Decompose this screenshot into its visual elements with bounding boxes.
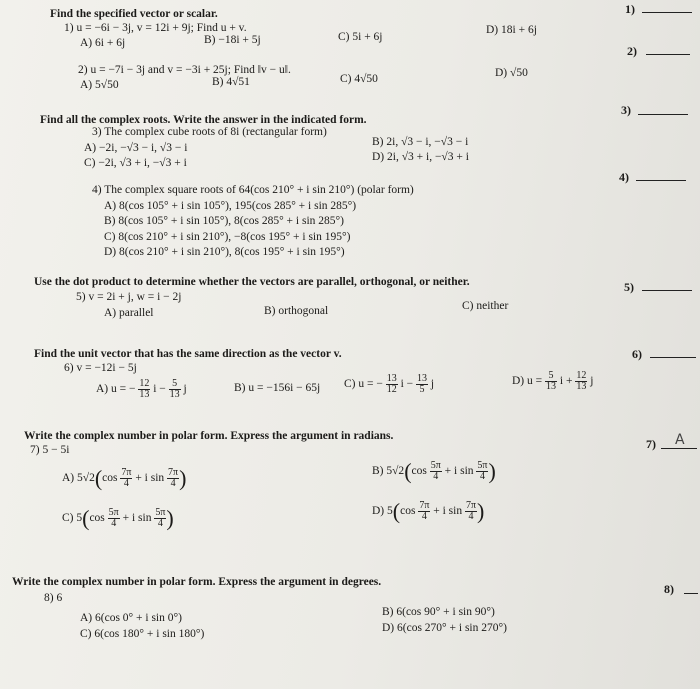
q7b-fraction-cos [430, 461, 442, 482]
q7c-close-paren: ) [166, 505, 174, 531]
q6a-prefix: A) u = − [96, 383, 136, 395]
question-1-stem: 1) u = −6i − 3j, v = 12i + 9j; Find u + v. [64, 22, 247, 34]
section-heading-vectors: Find the specified vector or scalar. [50, 8, 218, 20]
answer-number-4: 4) [619, 170, 629, 184]
question-3-stem: 3) The complex cube roots of 8i (rectangular form) [92, 126, 327, 138]
answer-number-1: 1) [625, 2, 635, 16]
answer-blank-4[interactable] [636, 180, 686, 181]
q7a-fraction-cos [120, 468, 132, 489]
q7c-fraction-cos [108, 508, 120, 529]
q6a-mid: i − [153, 383, 166, 395]
q7b-isin: + i sin [444, 465, 474, 477]
answer-number-6: 6) [632, 347, 642, 361]
q7d-cos: cos [400, 505, 416, 517]
q7c-isin: + i sin [122, 512, 152, 524]
q7d-fraction-cos [418, 501, 430, 522]
question-4-choice-c[interactable]: C) 8(cos 210° + i sin 210°), −8(cos 195° + i sin 195°) [104, 231, 351, 243]
question-8-choice-c[interactable]: C) 6(cos 180° + i sin 180°) [80, 628, 205, 640]
q7a-isin: + i sin [135, 472, 165, 484]
q6c-num-2: 13 [417, 372, 428, 384]
q7b-fraction-sin [476, 461, 488, 482]
question-2-choice-c[interactable]: C) 4√50 [340, 73, 378, 85]
q6a-suffix: j [183, 383, 187, 395]
q7d-num-cos: 7π [419, 499, 430, 511]
q7a-den-sin: 4 [170, 477, 176, 489]
q7b-num-cos: 5π [430, 459, 441, 471]
answer-number-8: 8) [664, 582, 674, 596]
question-8-choice-a[interactable]: A) 6(cos 0° + i sin 0°) [80, 612, 182, 624]
q6c-den-2: 5 [419, 383, 425, 395]
q7a-num-sin: 7π [168, 466, 179, 478]
q6d-num-1: 5 [545, 371, 557, 382]
question-5-choice-a[interactable]: A) parallel [104, 307, 154, 319]
question-1-choice-a[interactable]: A) 6i + 6j [80, 37, 126, 49]
answer-blank-1[interactable] [642, 12, 692, 13]
q7c-open-paren: ( [82, 505, 90, 531]
answer-blank-7[interactable] [661, 448, 697, 449]
q7b-open-paren: ( [404, 458, 412, 484]
q7a-num-cos: 7π [121, 466, 132, 478]
q6c-fraction-2 [416, 374, 428, 395]
question-8-choice-d[interactable]: D) 6(cos 270° + i sin 270°) [382, 622, 507, 634]
q6a-num-2: 5 [169, 379, 181, 390]
question-6-choice-d[interactable] [512, 369, 593, 393]
question-5-choice-b[interactable]: B) orthogonal [264, 305, 329, 317]
question-2-choice-b[interactable]: B) 4√51 [212, 76, 250, 88]
section-heading-complex-roots: Find all the complex roots. Write the answer in the indicated form. [40, 114, 367, 126]
q7a-prefix: A) 5√2 [62, 472, 95, 484]
answer-blank-8[interactable] [684, 593, 698, 594]
q7c-num-cos: 5π [108, 506, 119, 518]
question-8-choice-b[interactable]: B) 6(cos 90° + i sin 90°) [382, 606, 495, 618]
q6d-fraction-2 [575, 371, 587, 392]
question-3-choice-d[interactable]: D) 2i, √3 + i, −√3 + i [372, 151, 469, 163]
question-3-choice-c[interactable]: C) −2i, √3 + i, −√3 + i [84, 157, 187, 169]
question-8-stem: 8) 6 [44, 592, 63, 604]
answer-blank-6[interactable] [650, 357, 696, 358]
q7d-den-cos: 4 [421, 510, 427, 522]
question-6-choice-b[interactable]: B) u = −156i − 65j [234, 382, 321, 394]
question-4-stem: 4) The complex square roots of 64(cos 210° + i sin 210°) (polar form) [92, 184, 414, 196]
q7c-num-sin: 5π [155, 506, 166, 518]
answer-blank-2[interactable] [646, 54, 690, 55]
q6d-suffix: j [590, 375, 594, 387]
question-7-choice-d[interactable] [372, 496, 484, 526]
q6c-num-1: 13 [386, 372, 397, 384]
q7b-prefix: B) 5√2 [372, 465, 405, 477]
question-2-choice-d[interactable]: D) √50 [495, 67, 528, 79]
q7b-cos: cos [411, 465, 427, 477]
q6d-num-2: 12 [576, 369, 587, 381]
question-1-choice-d[interactable]: D) 18i + 6j [486, 24, 537, 36]
question-4-choice-b[interactable]: B) 8(cos 105° + i sin 105°), 8(cos 285° + i sin 285°) [104, 215, 344, 227]
q7c-fraction-sin [154, 508, 166, 529]
q7c-prefix: C) 5 [62, 512, 83, 524]
q7b-den-cos: 4 [433, 470, 439, 482]
answer-number-5: 5) [624, 280, 634, 294]
question-7-choice-c[interactable] [62, 503, 174, 533]
q7b-num-sin: 5π [477, 459, 488, 471]
question-6-choice-c[interactable] [344, 372, 434, 396]
question-3-choice-a[interactable]: A) −2i, −√3 − i, √3 − i [84, 142, 188, 154]
answer-number-2: 2) [627, 44, 637, 58]
q6c-mid: i − [400, 378, 414, 390]
q6c-fraction-1 [386, 374, 398, 395]
question-2-choice-a[interactable]: A) 5√50 [80, 79, 119, 91]
section-heading-polar-radians: Write the complex number in polar form. Express the argument in radians. [24, 430, 394, 442]
q7a-den-cos: 4 [123, 477, 129, 489]
q6a-num-1: 12 [139, 377, 150, 389]
question-1-choice-c[interactable]: C) 5i + 6j [338, 31, 383, 43]
q7d-prefix: D) 5 [372, 505, 393, 517]
q6a-fraction-2 [169, 379, 181, 400]
handwritten-answer-7: A [675, 432, 685, 448]
q7d-den-sin: 4 [468, 510, 474, 522]
q6d-mid: i + [559, 375, 573, 387]
question-3-choice-b[interactable]: B) 2i, √3 − i, −√3 − i [372, 136, 469, 148]
q7d-open-paren: ( [392, 498, 401, 524]
q6c-suffix: j [430, 378, 435, 390]
q7a-open-paren: ( [94, 465, 103, 491]
question-1-choice-b[interactable]: B) −18i + 5j [204, 34, 261, 46]
q7b-close-paren: ) [488, 458, 496, 484]
q6d-prefix: D) u = [512, 375, 543, 387]
question-4-choice-d[interactable]: D) 8(cos 210° + i sin 210°), 8(cos 195° + i sin 195°) [104, 246, 345, 258]
q7c-cos: cos [89, 512, 105, 524]
question-7-stem: 7) 5 − 5i [30, 444, 70, 456]
q7d-close-paren: ) [477, 498, 485, 524]
answer-number-7: 7) [646, 437, 656, 451]
q7a-close-paren: ) [179, 465, 187, 491]
question-6-stem: 6) v = −12i − 5j [64, 362, 137, 374]
q7d-isin: + i sin [433, 505, 463, 517]
question-2-stem: 2) u = −7i − 3j and v = −3i + 25j; Find ‖v − u‖. [78, 64, 291, 76]
q6c-prefix: C) u = − [344, 378, 383, 390]
question-4-choice-a[interactable]: A) 8(cos 105° + i sin 105°), 195(cos 285° + i sin 285°) [104, 200, 357, 212]
q7b-den-sin: 4 [479, 470, 485, 482]
question-5-choice-c[interactable]: C) neither [462, 300, 509, 312]
q7d-num-sin: 7π [465, 499, 477, 511]
q7a-fraction-sin [167, 468, 179, 489]
q6a-fraction-1 [138, 379, 150, 400]
q6c-den-1: 12 [386, 383, 397, 395]
q6a-den-2: 13 [169, 388, 180, 400]
q7c-den-cos: 4 [111, 517, 117, 529]
q7d-fraction-sin [465, 501, 477, 522]
q7c-den-sin: 4 [157, 517, 163, 529]
question-6-choice-a[interactable] [96, 377, 187, 401]
q7a-cos: cos [102, 472, 118, 484]
section-heading-dot-product: Use the dot product to determine whether the vectors are parallel, orthogonal, or neither. [34, 276, 470, 288]
q6d-den-1: 13 [546, 380, 556, 392]
section-heading-polar-degrees: Write the complex number in polar form. Express the argument in degrees. [12, 576, 382, 588]
q6a-den-1: 13 [139, 388, 150, 400]
q6d-den-2: 13 [576, 380, 587, 392]
question-7-choice-b[interactable] [372, 456, 496, 486]
question-7-choice-a[interactable] [62, 463, 186, 493]
answer-number-3: 3) [621, 103, 631, 117]
answer-blank-3[interactable] [638, 114, 688, 115]
q6d-fraction-1 [545, 371, 557, 392]
question-5-stem: 5) v = 2i + j, w = i − 2j [76, 291, 182, 303]
section-heading-unit-vector: Find the unit vector that has the same direction as the vector v. [34, 348, 342, 360]
answer-blank-5[interactable] [642, 290, 692, 291]
